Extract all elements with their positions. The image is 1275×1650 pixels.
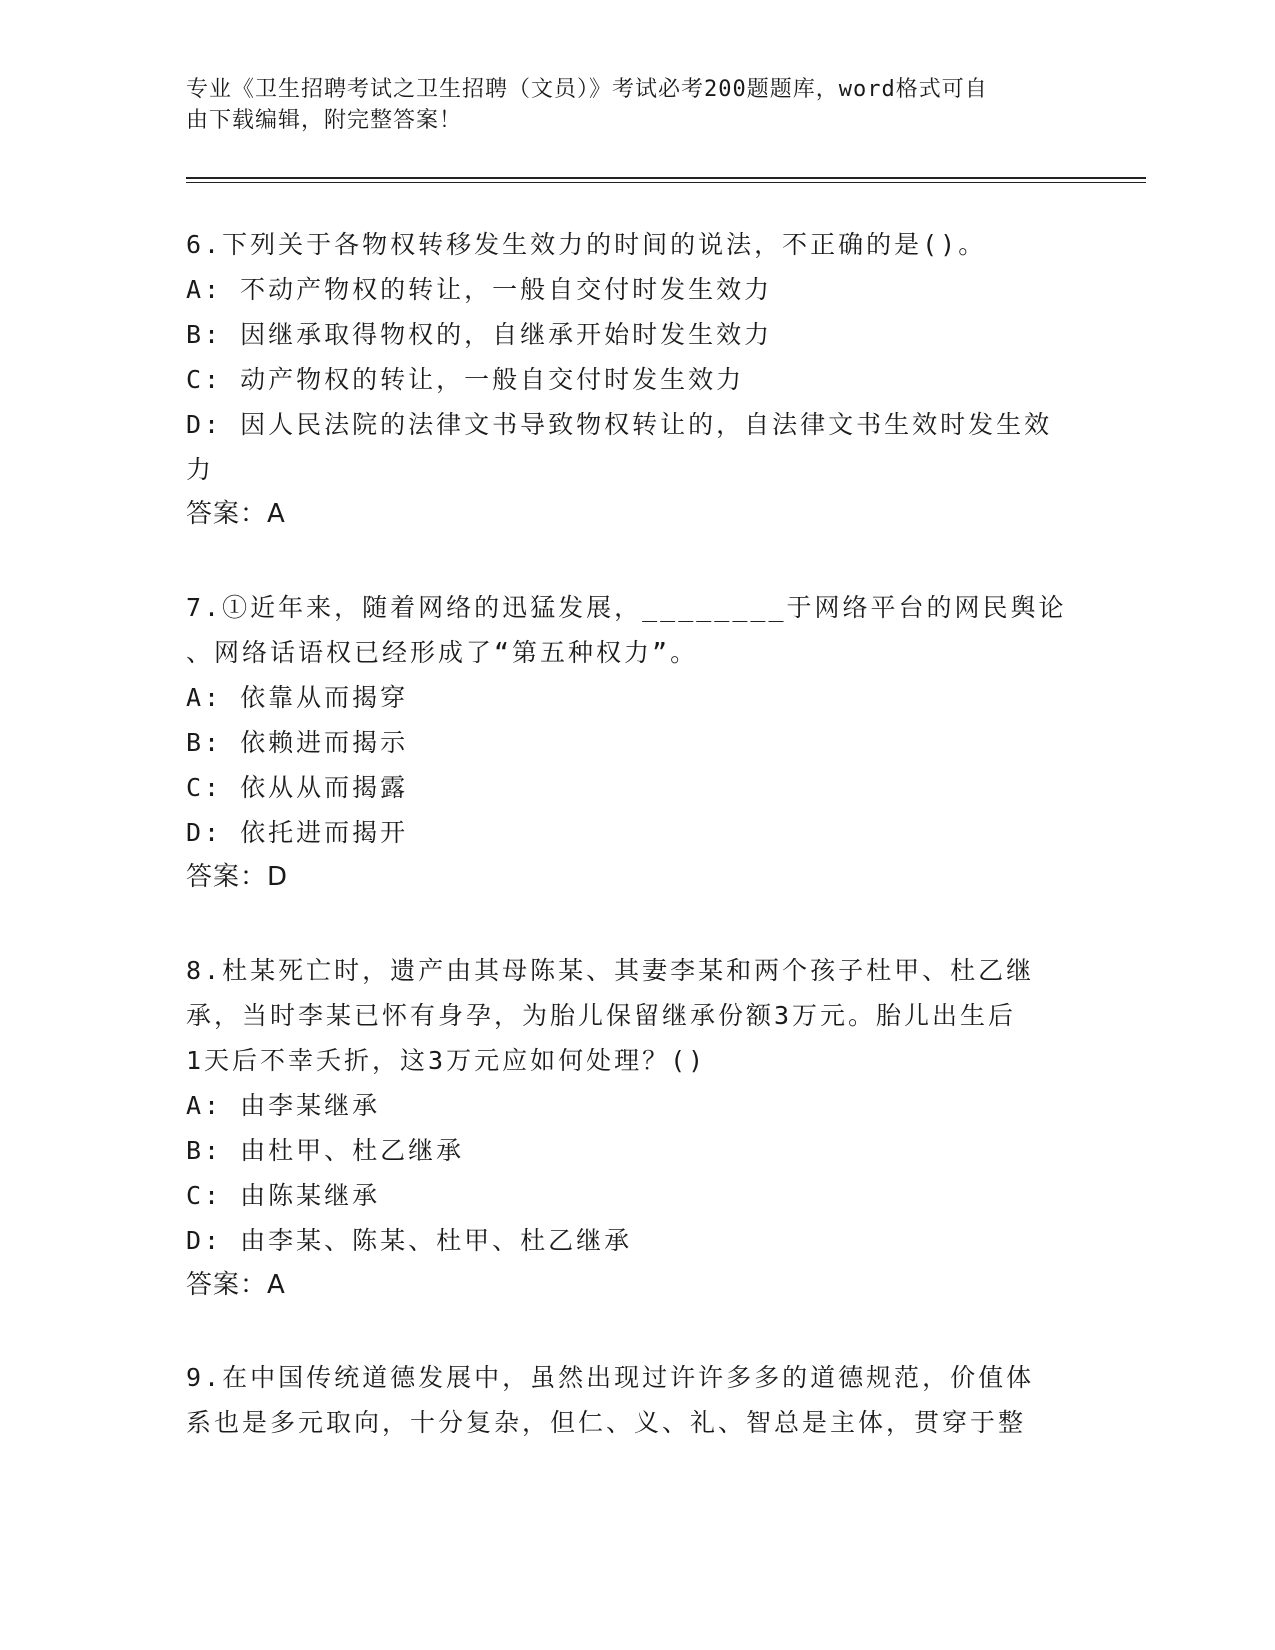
- question-stem-continued: 系也是多元取向，十分复杂，但仁、义、礼、智总是主体，贯穿于整: [186, 1408, 1027, 1437]
- question-6: [186, 222, 1086, 537]
- answer-label: 答案：A: [186, 499, 286, 529]
- question-stem-continued: 、网络话语权已经形成了“第五种权力”。: [186, 638, 699, 667]
- header-line-2: 由下载编辑，附完整答案！: [186, 108, 463, 133]
- document-header: [186, 74, 1066, 136]
- option-a: A: 依靠从而揭穿: [186, 683, 409, 712]
- option-a: A: 由李某继承: [186, 1091, 381, 1120]
- header-divider: [186, 177, 1146, 179]
- option-d: D: 因人民法院的法律文书导致物权转让的，自法律文书生效时发生效: [186, 410, 1053, 439]
- option-c: C: 依从从而揭露: [186, 773, 409, 802]
- question-8: [186, 948, 1086, 1308]
- option-b: B: 由杜甲、杜乙继承: [186, 1136, 465, 1165]
- header-line-1: 专业《卫生招聘考试之卫生招聘（文员）》考试必考200题题库，word格式可自: [186, 77, 988, 102]
- question-stem: 9.在中国传统道德发展中，虽然出现过许许多多的道德规范，价值体: [186, 1363, 1035, 1392]
- question-stem-continued: 承，当时李某已怀有身孕，为胎儿保留继承份额3万元。胎儿出生后: [186, 1001, 1017, 1030]
- option-d: D: 由李某、陈某、杜甲、杜乙继承: [186, 1226, 633, 1255]
- option-c: C: 由陈某继承: [186, 1181, 381, 1210]
- question-7: [186, 585, 1086, 900]
- option-d-continued: 力: [186, 455, 215, 484]
- option-b: B: 因继承取得物权的，自继承开始时发生效力: [186, 320, 773, 349]
- option-d: D: 依托进而揭开: [186, 818, 409, 847]
- answer-label: 答案：D: [186, 862, 289, 892]
- question-stem: 7.①近年来，随着网络的迅猛发展，________于网络平台的网民舆论: [186, 593, 1067, 622]
- question-9: [186, 1355, 1086, 1445]
- answer-label: 答案：A: [186, 1270, 286, 1300]
- question-stem-continued: 1天后不幸夭折，这3万元应如何处理？(): [186, 1046, 707, 1075]
- option-a: A: 不动产物权的转让，一般自交付时发生效力: [186, 275, 773, 304]
- option-c: C: 动产物权的转让，一般自交付时发生效力: [186, 365, 745, 394]
- header-divider-thin: [186, 182, 1146, 183]
- option-b: B: 依赖进而揭示: [186, 728, 409, 757]
- question-stem: 6.下列关于各物权转移发生效力的时间的说法，不正确的是()。: [186, 230, 987, 259]
- question-stem: 8.杜某死亡时，遗产由其母陈某、其妻李某和两个孩子杜甲、杜乙继: [186, 956, 1035, 985]
